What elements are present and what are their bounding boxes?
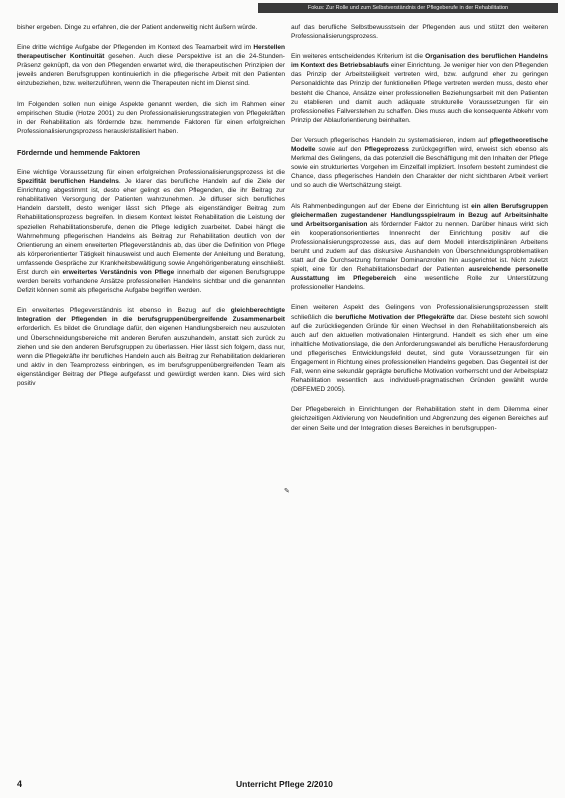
section-heading: Fördernde und hemmende Faktoren [17,147,141,157]
paragraph-text: innerhalb der eigenen Berufsgruppe werden bereits vorhandene Ansätze professionellen Handelns sichtbar und die genannten Defizit können somit als pflegerische Aufgabe begriffen werden. [17,268,285,295]
paragraph [17,100,285,136]
paragraph-text: Der Versuch pflegerisches Handeln zu systematisieren, indem auf [291,136,490,144]
paragraph-text: eine wesentliche Rolle zur Unterstützung professioneller Handelns. [291,275,548,292]
paragraph-text: als fördernder Faktor zu nennen. Darüber hinaus wirkt sich ein kooperationsorientiertes Innenrecht der Einrichtung positiv auf die Professionalisierungsprozesse aus, das auf dem Modell interdisziplinären Arbeitens beruht und zudem auf das diskursive Aushandeln von Überschneidungsproblematiken statt auf die Durchsetzung formaler Dominanzrollen hin ausgerichtet ist. Nicht zuletzt spielt, eine für den Rehabilitationsbedarf der Patienten [291,220,548,274]
paragraph-text: zurückgegriffen wird, erweist sich ebenso als Merkmal des Gelingens, da das potenziell die Beschäftigung mit den Inhalten der Pflege sowie ein strukturiertes Vorgehen im Einzelfall impliziert. Insofern besteht zumindest die Chance, dass pflegerisches Handeln den Charakter der nicht sichtbaren Arbeit verliert und so auch die Wertschätzung steigt. [291,146,548,190]
paragraph-text: . Je klarer das berufliche Handeln auf die Ziele der Einrichtung abgestimmt ist, desto eher gelingt es den Pflegenden, die ihr Beitrag zur rehabilitativen Versorgung der Patienten wahrzunehmen. Je diffuser sich berufliches Handeln darstellt, desto weniger lässt sich Pflege als eigenständiger Beitrag zum Rehabilitationsprozess begreifen. In diesem Kontext leistet Rehabilitation die Leistung der speziellen Rehabilitationsberufe, denen die Pflege lediglich zuarbeitet. Dabei hängt die Wahrnehmung pflegerischen Handelns als Beitrag zur Rehabilitation deutlich von der Orientierung an einem erweiterten Pflegeverständnis ab, das über die Definition von Pflege als körperorientierter Tätigkeit hinausweist und auch Elemente der Anleitung und Beratung, umfassende Gespräche zur Krankheitsbewältigung sowie Angehörigenberatung einschließt. Erst durch ein [17,178,285,276]
paragraph-text: Der Pflegebereich in Einrichtungen der Rehabilitation steht in dem Dilemma einer gleichzeitigen Aktivierung von Neudefinition und Abgrenzung des eigenen Bereiches auf der einen Seite und der Integration dieses Bereiches in berufsgruppen- [291,406,548,432]
emphasis-text: Organisation des beruflichen Handelns im Kontext des Betriebsablaufs [291,53,548,70]
paragraph-text: dar. Diese besteht sich sowohl auf die zurückliegenden Gründe für einen Wechsel in den Rehabilitationsbereich als auch auf den aktuellen motivationalen Hintergrund. Handelt es sich eher um eine inhaltliche Motivationslage, die den Anforderungswandel als berufliche Herausforderung und pflegerisches Entwicklungsfeld deutet, sind gute Voraussetzungen für ein Engagement in Richtung eines professionellen Handelns gegeben. Das Gegenteil ist der Fall, wenn eine sekundär geprägte berufliche Motivation vorherrscht und der Arbeitsplatz Rehabilitation wesentlich aus individuell-pragmatischen Gründen gewählt wurde (DBFEMED 2005). [291,313,548,394]
paragraph [291,23,548,41]
paragraph-text: Eine dritte wichtige Aufgabe der Pflegenden im Kontext des Teamarbeit wird im [17,44,254,52]
paragraph [291,405,548,432]
paragraph-text: bisher ergeben. Dinge zu erfahren, die der Patient anderweitig nicht äußern würde. [17,24,258,31]
paragraph-text: Im Folgenden sollen nun einige Aspekte genannt werden, die sich im Rahmen einer empirischen Studie (Hotze 2001) zu den Professionalisierungsstrategien von Pflegekräften in der Rehabilitation als fördernde bzw. hemmende Faktoren für einen erfolgreichen Professionalisierungsprozess herauskristallisiert haben. [17,100,285,135]
emphasis-text: gleichberechtigte Integration der Pflegenden in die berufsgruppenübergreifende Zusammenarbeit [17,307,285,324]
paragraph [291,202,548,293]
scan-mark-icon: ✎ [284,488,290,495]
paragraph [291,136,548,191]
paragraph-text: erforderlich. Es bildet die Grundlage dafür, den eigenen Handlungsbereich neu auszuloten und Überschneidungsbereiche mit anderen Berufen auszuhandeln, anstatt sich zurück zu ziehen und sie den anderen Berufsgruppen zu überlassen. Hier lässt sich folgern, dass nur, wenn die Pflegekräfte ihr berufliches Handeln auch als Beitrag zur Rehabilitation deklarieren und aktiv in den Teamprozess einbringen, es im berufsgruppenübergreifenden Team als eigenständiger Beitrag der Pflege aufgefasst und gewürdigt werden kann. Dies wird sich positiv [17,325,285,387]
paragraph-text: Ein erweitertes Pflegeverständnis ist ebenso in Bezug auf die [17,307,231,315]
paragraph-text: einer Einrichtung. Je weniger hier von den Pflegenden das Prinzip der Arbeitsteiligkeit vertreten wird, bzw. aufgrund eher zu geringen Personaldichte das Prinzip der funktionellen Pflege vertreten werden muss, desto eher besteht die Chance, Ansätze einer professionellen Beziehungsarbeit mit den Patienten zu etablieren und damit auch adäquate strukturelle Voraussetzungen für ein professionelles Fallverstehen zu schaffen. Dies muss auch die konsequente Abkehr vom Prinzip der Ablauforientierung beinhalten. [291,62,548,124]
page-number: 4 [17,779,23,789]
left-column [17,23,285,771]
emphasis-text: pflegetheoretische Modelle [291,136,548,154]
running-header: Fokus: Zur Rolle und zum Selbstverständnis der Pflegeberufe in der Rehabilitation [258,3,558,13]
emphasis-text: berufliche Motivation der Pflegekräfte [335,313,455,321]
paragraph-text: auf das berufliche Selbstbewusstsein der Pflegenden aus und stützt den weiteren Professionalisierungsprozess. [291,24,548,41]
paragraph-text: Als Rahmenbedingungen auf der Ebene der Einrichtung ist [291,202,472,210]
emphasis-text: ausreichende personelle Ausstattung im Pflegebereich [291,266,548,283]
paragraph [17,23,285,32]
emphasis-text: Herstellen therapeutischer Kontinuität [17,44,285,61]
paragraph-text: Einen weiteren Aspekt des Gelingens von Professionalisierungsprozessen stellt schließlich die [291,304,548,321]
emphasis-text: ein allen Berufsgruppen gleichermaßen zugestandener Handlungsspielraum in Bezug auf Arbeitsinhalte und Arbeitsorganisation [291,202,548,228]
paragraph [17,43,285,88]
emphasis-text: erweitertes Verständnis von Pflege [62,268,175,276]
paragraph [291,52,548,125]
paragraph-text: Ein weiteres entscheidendes Kriterium ist die [291,53,426,61]
paragraph [291,303,548,394]
journal-footer: Unterricht Pflege 2/2010 [236,779,333,789]
emphasis-text: Pflegeprozess [364,146,409,154]
paragraph [17,168,285,295]
paragraph-text: sowie auf den [315,146,365,154]
emphasis-text: Spezifität beruflichen Handelns [17,178,119,186]
right-column [291,23,548,771]
paragraph [17,306,285,388]
paragraph-text: Eine wichtige Voraussetzung für einen erfolgreichen Professionalisierungsprozess ist die [17,168,285,176]
paragraph-text: gesehen. Auch diese Perspektive ist an die 24-Stunden-Präsenz geknüpft, da von den Pflegenden erwartet wird, die therapeutischen Prinzipien der jeweils anderen Berufsgruppen kontinuierlich in die pflegerische Arbeit mit den Patienten einzubeziehen, bzw. weiterzuführen, wenn die Therapeuten nicht im Dienst sind. [17,53,285,88]
